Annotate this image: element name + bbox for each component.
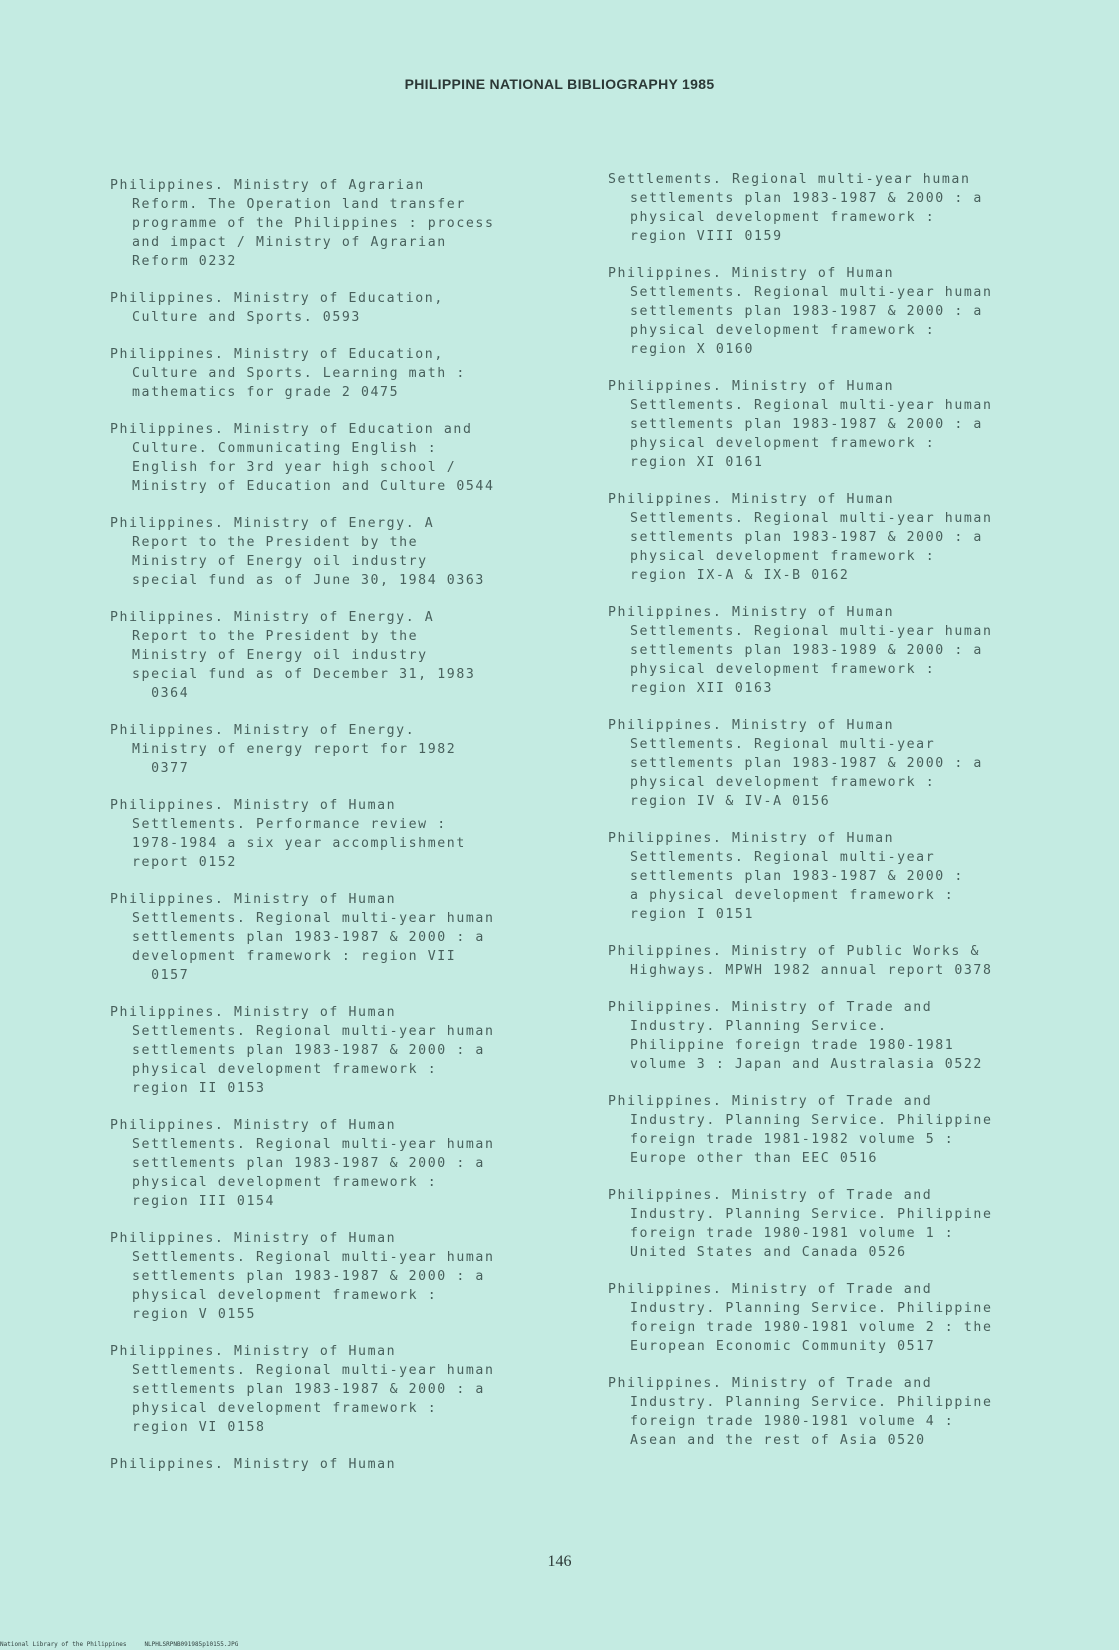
bibliography-entry xyxy=(608,264,1108,359)
entry-line: development framework : region VII xyxy=(132,949,457,964)
entry-heading-line: Philippines. Ministry of Education, xyxy=(110,291,444,306)
entry-line: Industry. Planning Service. Philippine xyxy=(630,1113,993,1128)
bibliography-entry xyxy=(110,420,580,496)
entry-line: physical development framework : xyxy=(630,436,936,451)
entry-line: Philippine foreign trade 1980-1981 xyxy=(630,1038,955,1053)
bibliography-entry xyxy=(608,998,1108,1074)
entry-line: Industry. Planning Service. xyxy=(630,1019,888,1034)
entry-line: special fund as of June 30, 1984 0363 xyxy=(132,573,485,588)
entry-heading-line: Philippines. Ministry of Public Works & xyxy=(608,944,981,959)
entry-heading-line: Settlements. Regional multi-year human xyxy=(608,172,971,187)
entry-heading-line: Philippines. Ministry of Human xyxy=(110,1344,397,1359)
entry-heading-line: Philippines. Ministry of Human xyxy=(110,1231,397,1246)
entry-line: physical development framework : xyxy=(132,1175,438,1190)
entry-line: United States and Canada 0526 xyxy=(630,1245,907,1260)
entry-line: foreign trade 1980-1981 volume 1 : xyxy=(630,1226,955,1241)
bibliography-entry xyxy=(110,514,580,590)
entry-line: Industry. Planning Service. Philippine xyxy=(630,1395,993,1410)
entry-line: region I 0151 xyxy=(630,907,755,922)
entry-line: Ministry of energy report for 1982 xyxy=(132,742,457,757)
entry-line: Report to the President by the xyxy=(132,535,419,550)
entry-heading-line: Philippines. Ministry of Human xyxy=(608,718,895,733)
entry-line: region IX-A & IX-B 0162 xyxy=(630,568,850,583)
entry-line: Settlements. Regional multi-year human xyxy=(132,1024,495,1039)
entry-line: settlements plan 1983-1987 & 2000 : a xyxy=(630,191,983,206)
entry-heading-line: Philippines. Ministry of Trade and xyxy=(608,1000,933,1015)
entry-heading-line: Philippines. Ministry of Energy. xyxy=(110,723,416,738)
left-column xyxy=(110,176,580,1492)
entry-line: region V 0155 xyxy=(132,1307,257,1322)
bibliography-entry xyxy=(608,490,1108,585)
entry-line: 0157 xyxy=(132,968,190,983)
bibliography-entry xyxy=(110,1229,580,1324)
entry-line: Ministry of Energy oil industry xyxy=(132,554,428,569)
entry-line: 1978-1984 a six year accomplishment xyxy=(132,836,466,851)
entry-heading-line: Philippines. Ministry of Agrarian xyxy=(110,178,425,193)
entry-heading-line: Philippines. Ministry of Human xyxy=(110,798,397,813)
entry-line: Settlements. Regional multi-year human xyxy=(132,911,495,926)
entry-heading-line: Philippines. Ministry of Human xyxy=(110,1457,397,1472)
entry-heading-line: Philippines. Ministry of Human xyxy=(608,379,895,394)
entry-heading-line: Philippines. Ministry of Trade and xyxy=(608,1376,933,1391)
entry-heading-line: Philippines. Ministry of Human xyxy=(110,1118,397,1133)
entry-line: settlements plan 1983-1987 & 2000 : a xyxy=(630,530,983,545)
entry-line: region XII 0163 xyxy=(630,681,774,696)
entry-line: Settlements. Performance review : xyxy=(132,817,447,832)
entry-line: physical development framework : xyxy=(630,549,936,564)
bibliography-entry xyxy=(110,345,580,402)
entry-line: Settlements. Regional multi-year human xyxy=(630,285,993,300)
entry-line: 0364 xyxy=(132,686,190,701)
entry-line: physical development framework : xyxy=(132,1288,438,1303)
entry-heading-line: Philippines. Ministry of Human xyxy=(110,1005,397,1020)
entry-line: Settlements. Regional multi-year human xyxy=(630,511,993,526)
entry-heading-line: Philippines. Ministry of Trade and xyxy=(608,1282,933,1297)
entry-line: region III 0154 xyxy=(132,1194,276,1209)
bibliography-entry xyxy=(608,170,1108,246)
bibliography-entry xyxy=(110,176,580,271)
entry-line: settlements plan 1983-1987 & 2000 : a xyxy=(132,1382,485,1397)
entry-line: physical development framework : xyxy=(630,323,936,338)
bibliography-entry xyxy=(110,1116,580,1211)
entry-line: settlements plan 1983-1987 & 2000 : xyxy=(630,869,964,884)
entry-heading-line: Philippines. Ministry of Human xyxy=(110,892,397,907)
entry-line: settlements plan 1983-1987 & 2000 : a xyxy=(132,1269,485,1284)
entry-line: physical development framework : xyxy=(630,775,936,790)
entry-line: volume 3 : Japan and Australasia 0522 xyxy=(630,1057,983,1072)
entry-line: programme of the Philippines : process xyxy=(132,216,495,231)
bibliography-entry xyxy=(110,608,580,703)
entry-line: Settlements. Regional multi-year human xyxy=(630,398,993,413)
bibliography-entry xyxy=(110,1455,580,1474)
entry-heading-line: Philippines. Ministry of Education and xyxy=(110,422,473,437)
entry-line: region VIII 0159 xyxy=(630,229,783,244)
entry-line: foreign trade 1980-1981 volume 4 : xyxy=(630,1414,955,1429)
entry-heading-line: Philippines. Ministry of Human xyxy=(608,831,895,846)
bibliography-entry xyxy=(608,377,1108,472)
bibliography-entry xyxy=(110,721,580,778)
footer-file: NLPHLSRPNB091985p10155.JPG xyxy=(144,1641,239,1648)
entry-line: physical development framework : xyxy=(630,662,936,677)
entry-line: European Economic Community 0517 xyxy=(630,1339,936,1354)
footer-library: National Library of the Philippines xyxy=(0,1641,127,1648)
entry-line: physical development framework : xyxy=(630,210,936,225)
bibliography-entry xyxy=(110,1342,580,1437)
bibliography-entry xyxy=(110,796,580,872)
entry-line: Highways. MPWH 1982 annual report 0378 xyxy=(630,963,993,978)
scan-footer xyxy=(0,1641,256,1649)
bibliography-entry xyxy=(608,1092,1108,1168)
bibliography-entry xyxy=(110,289,580,327)
entry-line: Culture and Sports. Learning math : xyxy=(132,366,466,381)
entry-line: region XI 0161 xyxy=(630,455,764,470)
entry-heading-line: Philippines. Ministry of Trade and xyxy=(608,1094,933,1109)
entry-line: foreign trade 1980-1981 volume 2 : the xyxy=(630,1320,993,1335)
entry-line: Industry. Planning Service. Philippine xyxy=(630,1207,993,1222)
page-title: PHILIPPINE NATIONAL BIBLIOGRAPHY 1985 xyxy=(404,76,715,92)
entry-line: Settlements. Regional multi-year human xyxy=(132,1137,495,1152)
entry-line: settlements plan 1983-1987 & 2000 : a xyxy=(132,930,485,945)
entry-line: report 0152 xyxy=(132,855,237,870)
entry-line: special fund as of December 31, 1983 xyxy=(132,667,476,682)
entry-heading-line: Philippines. Ministry of Energy. A xyxy=(110,516,435,531)
entry-line: physical development framework : xyxy=(132,1062,438,1077)
right-column xyxy=(608,170,1108,1468)
entry-line: foreign trade 1981-1982 volume 5 : xyxy=(630,1132,955,1147)
entry-line: English for 3rd year high school / xyxy=(132,460,457,475)
entry-line: settlements plan 1983-1989 & 2000 : a xyxy=(630,643,983,658)
entry-line: Ministry of Education and Culture 0544 xyxy=(132,479,495,494)
entry-line: 0377 xyxy=(132,761,190,776)
entry-line: settlements plan 1983-1987 & 2000 : a xyxy=(630,304,983,319)
entry-line: Reform 0232 xyxy=(132,254,237,269)
entry-line: Culture and Sports. 0593 xyxy=(132,310,361,325)
entry-line: Report to the President by the xyxy=(132,629,419,644)
entry-line: settlements plan 1983-1987 & 2000 : a xyxy=(630,756,983,771)
entry-heading-line: Philippines. Ministry of Education, xyxy=(110,347,444,362)
entry-heading-line: Philippines. Ministry of Human xyxy=(608,605,895,620)
entry-heading-line: Philippines. Ministry of Human xyxy=(608,492,895,507)
entry-line: Settlements. Regional multi-year human xyxy=(630,624,993,639)
entry-heading-line: Philippines. Ministry of Energy. A xyxy=(110,610,435,625)
entry-line: region II 0153 xyxy=(132,1081,266,1096)
entry-line: Asean and the rest of Asia 0520 xyxy=(630,1433,926,1448)
entry-line: Ministry of Energy oil industry xyxy=(132,648,428,663)
bibliography-entry xyxy=(608,603,1108,698)
entry-line: physical development framework : xyxy=(132,1401,438,1416)
bibliography-entry xyxy=(608,829,1108,924)
bibliography-entry xyxy=(608,716,1108,811)
entry-heading-line: Philippines. Ministry of Human xyxy=(608,266,895,281)
bibliography-entry xyxy=(110,890,580,985)
entry-line: Reform. The Operation land transfer xyxy=(132,197,466,212)
entry-line: Europe other than EEC 0516 xyxy=(630,1151,879,1166)
entry-line: Settlements. Regional multi-year human xyxy=(132,1250,495,1265)
entry-line: a physical development framework : xyxy=(630,888,955,903)
entry-line: region IV & IV-A 0156 xyxy=(630,794,831,809)
entry-line: and impact / Ministry of Agrarian xyxy=(132,235,447,250)
entry-line: region VI 0158 xyxy=(132,1420,266,1435)
bibliography-entry xyxy=(608,942,1108,980)
entry-line: mathematics for grade 2 0475 xyxy=(132,385,400,400)
entry-line: Settlements. Regional multi-year xyxy=(630,850,936,865)
entry-line: region X 0160 xyxy=(630,342,755,357)
entry-line: Settlements. Regional multi-year human xyxy=(132,1363,495,1378)
bibliography-entry xyxy=(608,1374,1108,1450)
entry-line: Industry. Planning Service. Philippine xyxy=(630,1301,993,1316)
entry-heading-line: Philippines. Ministry of Trade and xyxy=(608,1188,933,1203)
entry-line: settlements plan 1983-1987 & 2000 : a xyxy=(132,1043,485,1058)
entry-line: settlements plan 1983-1987 & 2000 : a xyxy=(132,1156,485,1171)
page-number: 146 xyxy=(547,1553,572,1570)
bibliography-entry xyxy=(608,1186,1108,1262)
bibliography-entry xyxy=(608,1280,1108,1356)
entry-line: Culture. Communicating English : xyxy=(132,441,438,456)
bibliography-entry xyxy=(110,1003,580,1098)
entry-line: Settlements. Regional multi-year xyxy=(630,737,936,752)
entry-line: settlements plan 1983-1987 & 2000 : a xyxy=(630,417,983,432)
